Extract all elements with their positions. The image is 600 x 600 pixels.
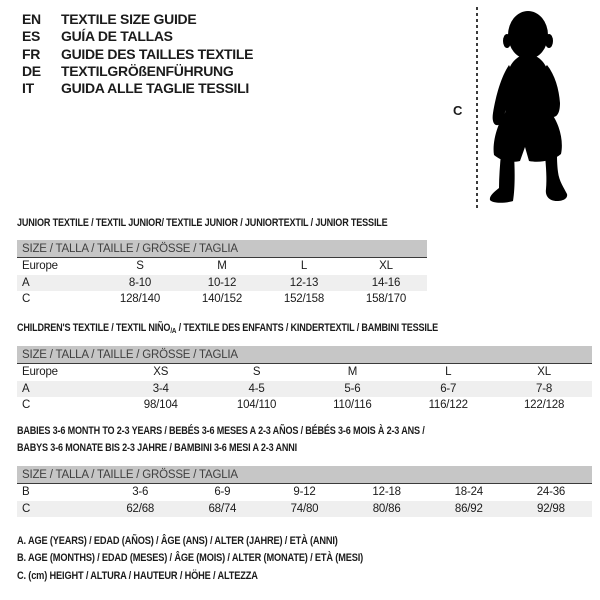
size-value-cell: S — [136, 260, 144, 273]
language-label: GUIDE DES TAILLES TEXTILE — [61, 45, 254, 62]
table-row — [17, 275, 427, 292]
children-table-title — [17, 320, 438, 339]
size-value-cell: 116/122 — [428, 399, 468, 412]
size-value-cell: M — [217, 260, 227, 273]
size-value-cell: 80/86 — [372, 502, 401, 515]
babies-size-table — [17, 466, 592, 517]
language-label: GUÍA DE TALLAS — [61, 28, 173, 45]
size-value-cell: 24-36 — [536, 486, 566, 499]
row-label: B — [22, 486, 30, 499]
footnote-c: C. (cm) HEIGHT / ALTURA / HAUTEUR / HÖHE / ALTEZZA — [17, 569, 258, 582]
language-row-es — [22, 28, 253, 45]
size-value-cell: 128/140 — [119, 293, 161, 306]
row-label: C — [22, 399, 31, 412]
size-value-cell: 110/116 — [333, 399, 372, 412]
junior-size-table — [17, 240, 427, 308]
size-value-cell: 9-12 — [293, 486, 316, 499]
size-value-cell: 12-13 — [289, 276, 319, 289]
babies-table-title — [17, 423, 425, 457]
babies-title-line2: BABYS 3-6 MONATE BIS 2-3 JAHRE / BAMBINI 3-6 MESI A 2-3 ANNI — [17, 442, 298, 454]
row-label: C — [22, 502, 31, 515]
table-row — [17, 397, 592, 414]
toddler-silhouette-icon — [487, 5, 587, 210]
footnote-a: A. AGE (YEARS) / EDAD (AÑOS) / ÂGE (ANS) / ALTER (JAHRE) / ETÀ (ANNI) — [17, 535, 338, 547]
height-measure-label: C — [453, 103, 463, 118]
table-row — [17, 364, 592, 381]
children-title-post: / TEXTILE DES ENFANTS / KINDERTEXTIL / BAMBINI TESSILE — [176, 322, 438, 334]
size-header-row — [17, 466, 592, 484]
size-value-cell: 152/158 — [283, 293, 325, 306]
size-value-cell: L — [445, 366, 452, 379]
language-code: EN — [22, 11, 41, 27]
babies-title-line1: BABIES 3-6 MONTH TO 2-3 YEARS / BEBÉS 3-6 MESES A 2-3 AÑOS / BÉBÉS 3-6 MOIS À 2-3 ANS / — [17, 425, 425, 437]
junior-table-title: JUNIOR TEXTILE / TEXTIL JUNIOR/ TEXTILE JUNIOR / JUNIORTEXTIL / JUNIOR TESSILE — [17, 217, 388, 229]
table-row — [17, 258, 427, 275]
size-value-cell: 3-4 — [152, 382, 169, 395]
size-header-label: SIZE / TALLA / TAILLE / GRÖSSE / TAGLIA — [17, 240, 427, 258]
language-label: GUIDA ALLE TAGLIE TESSILI — [61, 80, 249, 97]
size-value-cell: 4-5 — [248, 382, 265, 395]
footnote-b: B. AGE (MONTHS) / EDAD (MESES) / ÂGE (MOIS) / ALTER (MONATE) / ETÀ (MESI) — [17, 552, 364, 565]
size-header-row — [17, 346, 592, 364]
language-code: ES — [22, 28, 41, 45]
size-value-cell: 158/170 — [365, 293, 407, 306]
size-value-cell: S — [252, 366, 261, 379]
size-value-cell: 12-18 — [372, 486, 401, 499]
size-value-cell: 6-9 — [214, 486, 231, 499]
language-code: FR — [22, 45, 41, 62]
size-value-cell: 62/68 — [126, 502, 155, 515]
size-value-cell: 86/92 — [454, 502, 483, 515]
size-value-cell: L — [300, 260, 308, 273]
height-measure-dashed-line — [476, 7, 478, 208]
language-row-de — [22, 63, 253, 80]
size-value-cell: 74/80 — [290, 502, 319, 515]
table-row — [17, 501, 592, 518]
row-label: A — [22, 382, 30, 395]
language-row-en — [22, 11, 253, 28]
size-value-cell: 98/104 — [143, 399, 178, 412]
children-title-subscript: /A — [170, 326, 177, 335]
language-code: DE — [22, 62, 41, 79]
size-value-cell: 7-8 — [536, 382, 553, 395]
row-label: A — [22, 276, 30, 289]
size-value-cell: XL — [379, 260, 393, 273]
size-value-cell: 68/74 — [208, 502, 237, 515]
language-code: IT — [22, 80, 34, 97]
row-label: Europe — [22, 366, 58, 379]
language-label: TEXTILGRÖßENFÜHRUNG — [61, 62, 234, 79]
language-row-fr — [22, 46, 253, 63]
size-value-cell: 92/98 — [537, 502, 565, 515]
size-value-cell: 122/128 — [523, 399, 565, 412]
size-value-cell: 8-10 — [128, 276, 152, 289]
size-header-label: SIZE / TALLA / TAILLE / GRÖSSE / TAGLIA — [17, 466, 592, 484]
size-value-cell: 18-24 — [454, 486, 483, 499]
size-value-cell: XS — [153, 366, 169, 379]
footnotes — [17, 533, 363, 585]
row-label: Europe — [22, 260, 58, 273]
language-label: TEXTILE SIZE GUIDE — [61, 11, 197, 27]
language-list — [22, 11, 253, 97]
size-header-label: SIZE / TALLA / TAILLE / GRÖSSE / TAGLIA — [17, 346, 592, 364]
table-row — [17, 381, 592, 398]
size-value-cell: XL — [537, 366, 551, 379]
children-size-table — [17, 346, 592, 414]
size-value-cell: 5-6 — [344, 382, 361, 395]
size-value-cell: 6-7 — [440, 382, 457, 395]
size-value-cell: M — [347, 366, 358, 379]
size-header-row — [17, 240, 427, 258]
size-value-cell: 10-12 — [207, 276, 237, 289]
table-row — [17, 484, 592, 501]
table-row — [17, 291, 427, 308]
row-label: C — [22, 293, 31, 306]
size-value-cell: 140/152 — [201, 293, 243, 306]
size-value-cell: 3-6 — [132, 486, 149, 499]
language-row-it — [22, 80, 253, 97]
size-value-cell: 14-16 — [371, 276, 401, 289]
children-title-pre: CHILDREN'S TEXTILE / TEXTIL NIÑO — [17, 322, 171, 334]
size-value-cell: 104/110 — [236, 399, 277, 412]
